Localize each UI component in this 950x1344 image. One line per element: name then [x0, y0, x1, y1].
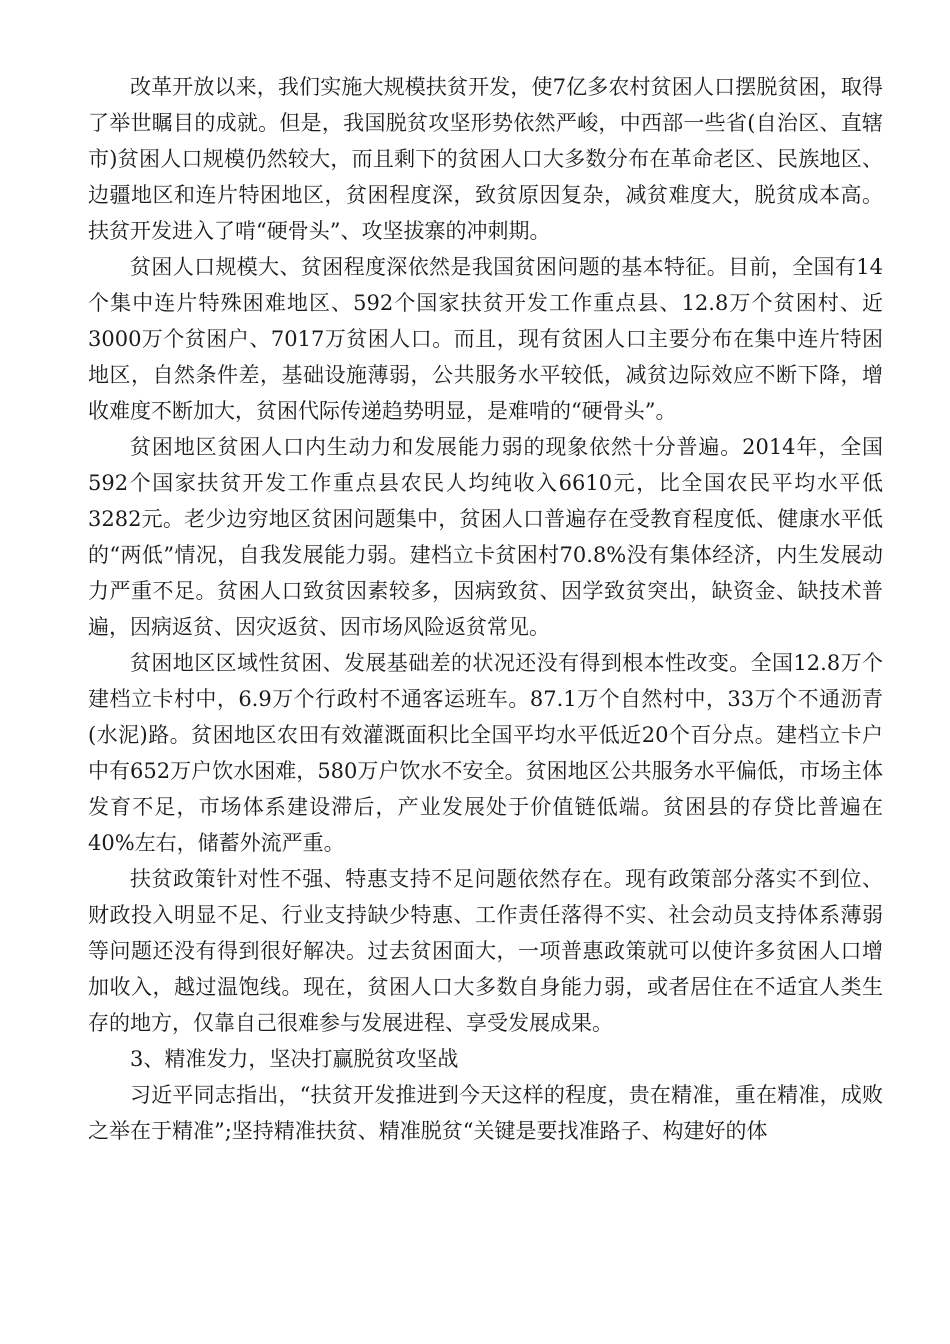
document-page	[88, 69, 883, 1149]
paragraph-policy-issues: 扶贫政策针对性不强、特惠支持不足问题依然存在。现有政策部分落实不到位、财政投入明显不足、行业支持缺少特惠、工作责任落得不实、社会动员支持体系薄弱等问题还没有得到很好解决。过去贫困面大，一项普惠政策就可以使许多贫困人口增加收入，越过温饱线。现在，贫困人口大多数自身能力弱，或者居住在不适宜人类生存的地方，仅靠自己很难参与发展进程、享受发展成果。	[88, 867, 883, 1035]
paragraph-reform-achievements: 改革开放以来，我们实施大规模扶贫开发，使7亿多农村贫困人口摆脱贫困，取得了举世瞩目的成就。但是，我国脱贫攻坚形势依然严峻，中西部一些省(自治区、直辖市)贫困人口规模仍然较大，而且剩下的贫困人口大多数分布在革命老区、民族地区、边疆地区和连片特困地区，贫困程度深，致贫原因复杂，减贫难度大，脱贫成本高。扶贫开发进入了啃“硬骨头”、攻坚拔寨的冲刺期。	[88, 75, 883, 243]
section-heading: 3、精准发力，坚决打赢脱贫攻坚战	[130, 1047, 459, 1071]
paragraph-precision-quote: 习近平同志指出，“扶贫开发推进到今天这样的程度，贵在精准，重在精准，成败之举在于精准”;坚持精准扶贫、精准脱贫“关键是要找准路子、构建好的体	[88, 1083, 883, 1143]
paragraph-regional-poverty: 贫困地区区域性贫困、发展基础差的状况还没有得到根本性改变。全国12.8万个建档立卡村中，6.9万个行政村不通客运班车。87.1万个自然村中，33万个不通沥青(水泥)路。贫困地区农田有效灌溉面积比全国平均水平低近20个百分点。建档立卡户中有652万户饮水困难，580万户饮水不安全。贫困地区公共服务水平偏低，市场主体发育不足，市场体系建设滞后，产业发展处于价值链低端。贫困县的存贷比普遍在40%左右，储蓄外流严重。	[88, 651, 883, 855]
paragraph-poverty-scale: 贫困人口规模大、贫困程度深依然是我国贫困问题的基本特征。目前，全国有14个集中连片特殊困难地区、592个国家扶贫开发工作重点县、12.8万个贫困村、近3000万个贫困户、7017万贫困人口。而且，现有贫困人口主要分布在集中连片特困地区，自然条件差，基础设施薄弱，公共服务水平较低，减贫边际效应不断下降，增收难度不断加大，贫困代际传递趋势明显，是难啃的“硬骨头”。	[88, 255, 883, 423]
paragraph-development-capacity: 贫困地区贫困人口内生动力和发展能力弱的现象依然十分普遍。2014年，全国592个国家扶贫开发工作重点县农民人均纯收入6610元，比全国农民平均水平低3282元。老少边穷地区贫困问题集中，贫困人口普遍存在受教育程度低、健康水平低的“两低”情况，自我发展能力弱。建档立卡贫困村70.8%没有集体经济，内生发展动力严重不足。贫困人口致贫因素较多，因病致贫、因学致贫突出，缺资金、缺技术普遍，因病返贫、因灾返贫、因市场风险返贫常见。	[88, 435, 883, 639]
